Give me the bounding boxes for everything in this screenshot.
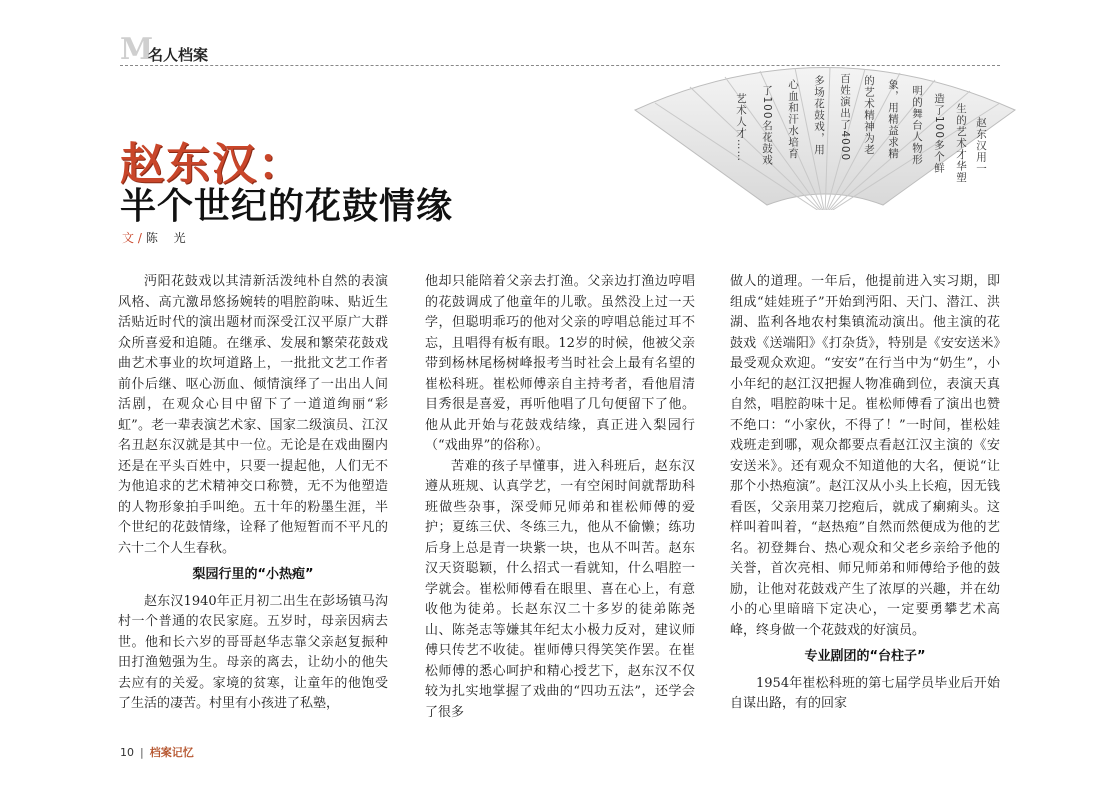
byline-author: 陈 光 bbox=[145, 231, 192, 245]
fan-text-line: 了100名花鼓戏 bbox=[761, 85, 773, 166]
text-column-3 bbox=[730, 272, 1000, 715]
paragraph: 他却只能陪着父亲去打渔。父亲边打渔边哼唱的花鼓调成了他童年的儿歌。虽然没上过一天学，但聪明乖巧的他对父亲的哼唱总能过耳不忘，且唱得有板有眼。12岁的时候，他被父亲带到杨林尾杨树峰报考当时社会上最有名望的崔松科班。崔松师傅亲自主持考者，看他眉清目秀很是喜爱，再听他唱了几句便留下了他。他从此开始与花鼓戏结缘，真正进入梨园行（“戏曲界”的俗称）。 bbox=[425, 274, 695, 453]
fan-text-line: 赵东汉用一 bbox=[975, 117, 987, 175]
article-title: 赵东汉： bbox=[120, 139, 304, 190]
paragraph: 赵东汉1940年正月初二出生在彭场镇马沟村一个普通的农民家庭。五岁时，母亲因病去世。他和长六岁的哥哥赵华志靠父亲赵复振种田打渔勉强为生。母亲的离去，让幼小的他失去应有的关爱。家境的贫寒，让童年的他饱受了生活的凄苦。村里有小孩进了私塾， bbox=[118, 593, 388, 711]
fan-shape bbox=[615, 65, 1035, 210]
footer-separator: | bbox=[140, 746, 144, 759]
section-title: 名人档案 bbox=[148, 46, 209, 64]
fan-text-line: 百姓演出了4000 bbox=[839, 73, 851, 162]
fan-text-line: 生的艺术才华塑 bbox=[955, 103, 967, 184]
paragraph: 沔阳花鼓戏以其清新活泼纯朴自然的表演风格、高亢激昂悠扬婉转的唱腔韵味、贴近生活贴近时代的演出题材而深受江汉平原广大群众所喜爱和追随。在继承、发展和繁荣花鼓戏曲艺术事业的坎坷道路上，一批批文艺工作者前仆后继、呕心沥血、倾情演绎了一出出人间活剧，在观众心目中留下了一道道绚丽“彩虹”。老一辈表演艺术家、国家二级演员、江汉名丑赵东汉就是其中一位。无论是在戏曲圈内还是在平头百姓中，只要一提起他，人们无不为他追求的艺术精神交口称赞，无不为他塑造的人物形象拍手叫绝。五十年的粉墨生涯，半个世纪的花鼓情缘，诠释了他短暂而不平凡的六十二个人生春秋。 bbox=[118, 274, 388, 556]
section-letter-logo: M bbox=[120, 32, 154, 67]
page-footer bbox=[120, 744, 194, 760]
fan-text-line: 的艺术精神为老 bbox=[863, 75, 875, 156]
byline bbox=[122, 229, 192, 246]
magazine-brand: 档案记忆 bbox=[149, 746, 194, 759]
section-heading: 梨园行里的“小热疱” bbox=[192, 567, 314, 582]
fan-text-line: 造了100多个鲜 bbox=[933, 93, 945, 174]
paragraph: 苦难的孩子早懂事，进入科班后，赵东汉遵从班规、认真学艺，一有空闲时间就帮助科班做些杂事，深受师兄师弟和崔松师傅的爱护；夏练三伏、冬练三九，他从不偷懒；练功后身上总是青一块紫一块，也从不叫苦。赵东汉天资聪颖，什么招式一看就知，什么唱腔一学就会。崔松师傅看在眼里、喜在心上，有意收他为徒弟。长赵东汉二十多岁的徒弟陈尧山、陈尧志等嫌其年纪太小极力反对，建议师傅只传艺不收徒。崔师傅只得笑笑作罢。在崔松师傅的悉心呵护和精心授艺下，赵东汉不仅较为扎实地掌握了戏曲的“四功五法”，还学会了很多 bbox=[425, 458, 695, 720]
fan-illustration bbox=[615, 65, 1035, 210]
article-subtitle: 半个世纪的花鼓情缘 bbox=[120, 186, 454, 227]
fan-text-line: 心血和汗水培育 bbox=[787, 79, 799, 160]
text-column-1 bbox=[118, 272, 388, 715]
page-header bbox=[120, 32, 1000, 67]
paragraph: 1954年崔松科班的第七届学员毕业后开始自谋出路，有的回家 bbox=[730, 675, 1000, 711]
fan-text-line: 多场花鼓戏，用 bbox=[813, 75, 825, 156]
text-column-2 bbox=[425, 272, 695, 723]
fan-text-line: 明的舞台人物形 bbox=[911, 85, 923, 166]
fan-text-line: 艺术人才…… bbox=[735, 93, 747, 162]
paragraph: 做人的道理。一年后，他提前进入实习期，即组成“娃娃班子”开始到沔阳、天门、潜江、洪湖、监利各地农村集镇流动演出。他主演的花鼓戏《送端阳》《打杂货》，特别是《安安送米》最受观众欢迎。“安安”在行当中为“奶生”，小小年纪的赵江汉把握人物准确到位，表演天真自然，唱腔韵味十足。崔松师傅看了演出也赞不绝口：“小家伙，不得了！”一时间，崔松娃戏班走到哪，观众都要点看赵江汉主演的《安安送米》。还有观众不知道他的大名，便说“让那个小热疱演”。赵江汉从小头上长疱，因无钱看医，父亲用菜刀挖疱后，就成了瘌痢头。这样叫着叫着，“赵热疱”自然而然便成为他的艺名。初登舞台、热心观众和父老乡亲给予他的关誉，首次亮相、师兄师弟和师傅给予他的鼓励，让他对花鼓戏产生了浓厚的兴趣，并在幼小的心里暗暗下定决心，一定要勇攀艺术高峰，终身做一个花鼓戏的好演员。 bbox=[730, 274, 1000, 638]
section-heading: 专业剧团的“台柱子” bbox=[804, 649, 926, 664]
page-number: 10 bbox=[120, 746, 134, 759]
fan-text-line: 象，用精益求精 bbox=[887, 79, 899, 160]
byline-label: 文 / bbox=[122, 231, 142, 245]
